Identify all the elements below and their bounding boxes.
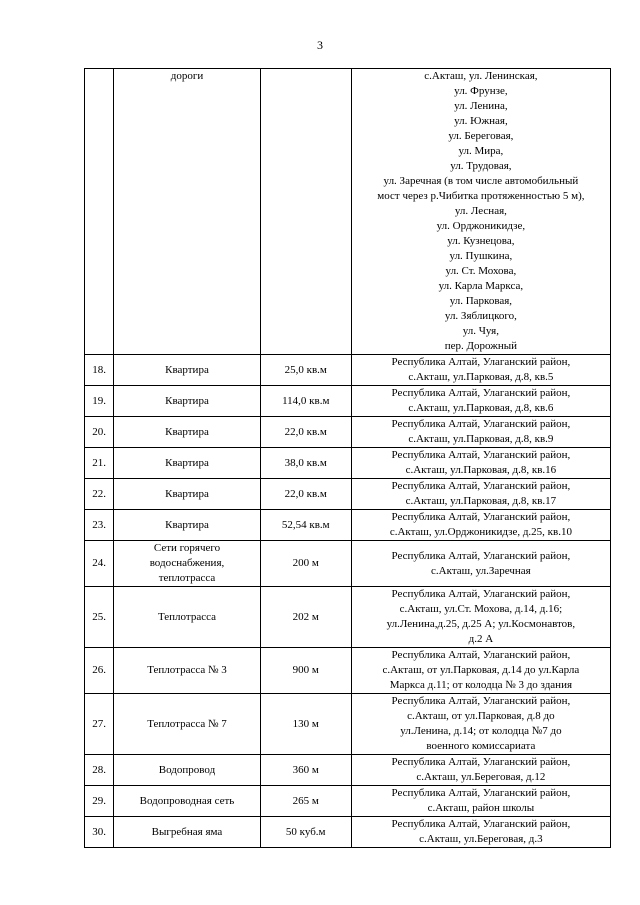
- address-line: с.Акташ, от ул.Парковая, д.14 до ул.Карла: [382, 664, 580, 676]
- object-name: Теплотрасса № 7: [147, 717, 227, 730]
- object-name: Квартира: [165, 363, 209, 376]
- row-number: 21.: [85, 448, 114, 479]
- address-line: ул. Ленина,: [454, 100, 508, 112]
- address-line: с.Акташ, ул. Ленинская,: [424, 70, 538, 82]
- address-cell: [351, 448, 610, 479]
- address-line: с.Акташ, ул.Заречная: [431, 564, 531, 577]
- object-name: Квартира: [165, 518, 209, 531]
- object-name-cell: [114, 479, 260, 510]
- object-name-cell: [114, 386, 260, 417]
- address-line: Республика Алтай, Улаганский район,: [391, 449, 571, 461]
- address-line: Республика Алтай, Улаганский район,: [391, 588, 571, 600]
- object-name: Выгребная яма: [151, 825, 223, 838]
- address-line: с.Акташ, ул.Парковая, д.8, кв.5: [408, 371, 554, 383]
- row-number: 29.: [85, 786, 114, 817]
- row-number: 18.: [85, 355, 114, 386]
- address-line: с.Акташ, ул.Ст. Мохова, д.14, д.16;: [399, 603, 563, 615]
- address-cell: [351, 355, 610, 386]
- object-name: Квартира: [165, 487, 209, 500]
- address-line: ул.Ленина,д.25, д.25 А; ул.Космонавтов,: [386, 618, 576, 630]
- address-line: ул. Ст. Мохова,: [445, 265, 517, 277]
- address-line: Республика Алтай, Улаганский район,: [391, 356, 571, 368]
- area-value: 200 м: [260, 541, 351, 587]
- address-line: мост через р.Чибитка протяженностью 5 м),: [377, 190, 585, 202]
- row-number: 28.: [85, 755, 114, 786]
- table-row: [85, 817, 611, 848]
- object-name-cell: [114, 355, 260, 386]
- table-row: [85, 448, 611, 479]
- row-number: 26.: [85, 648, 114, 694]
- object-name: водоснабжения,: [149, 557, 225, 569]
- object-name-cell: [114, 417, 260, 448]
- object-name-cell: [114, 448, 260, 479]
- address-line: ул. Кузнецова,: [447, 235, 515, 247]
- address-line: Республика Алтай, Улаганский район,: [391, 418, 571, 430]
- object-name: Водопровод: [158, 763, 216, 776]
- address-cell: [351, 587, 610, 648]
- address-line: Республика Алтай, Улаганский район,: [391, 480, 571, 492]
- area-value: 202 м: [260, 587, 351, 648]
- object-name-cell: [114, 541, 260, 587]
- address-cell: [351, 755, 610, 786]
- address-line: с.Акташ, ул.Береговая, д.12: [416, 771, 546, 783]
- table-row: [85, 355, 611, 386]
- address-cell: [351, 786, 610, 817]
- table-row: [85, 786, 611, 817]
- object-name-cell: [114, 587, 260, 648]
- table-row: [85, 755, 611, 786]
- address-line: ул. Чуя,: [462, 325, 499, 337]
- object-name-cell: [114, 694, 260, 755]
- address-line: ул. Заречная (в том числе автомобильный: [383, 175, 579, 187]
- address-line: с.Акташ, ул.Парковая, д.8, кв.16: [405, 464, 557, 476]
- address-line: с.Акташ, от ул.Парковая, д.8 до: [407, 710, 555, 722]
- table-row: [85, 648, 611, 694]
- address-line: Республика Алтай, Улаганский район,: [391, 511, 571, 523]
- area-cell: [260, 69, 351, 355]
- address-line: ул. Зяблицкого,: [444, 310, 517, 322]
- address-line: ул. Карла Маркса,: [438, 280, 524, 292]
- row-number: 24.: [85, 541, 114, 587]
- address-line: с.Акташ, ул.Орджоникидзе, д.25, кв.10: [389, 526, 572, 538]
- address-line: военного комиссариата: [426, 740, 536, 752]
- address-cell: [351, 417, 610, 448]
- row-number: 30.: [85, 817, 114, 848]
- address-line: ул. Береговая,: [448, 130, 514, 142]
- address-line: Республика Алтай, Улаганский район,: [391, 649, 571, 661]
- area-value: 114,0 кв.м: [260, 386, 351, 417]
- address-line: пер. Дорожный: [444, 340, 518, 352]
- object-name: Теплотрасса № 3: [147, 664, 227, 676]
- address-line: ул. Орджоникидзе,: [436, 220, 526, 232]
- object-name: Сети горячего: [153, 542, 221, 554]
- row-number: 27.: [85, 694, 114, 755]
- row-number: 23.: [85, 510, 114, 541]
- table-row: [85, 694, 611, 755]
- object-name-cell: [114, 510, 260, 541]
- address-cell: [351, 479, 610, 510]
- object-name: дороги: [170, 70, 204, 82]
- area-value: 900 м: [260, 648, 351, 694]
- address-line: с.Акташ, ул.Парковая, д.8, кв.9: [408, 433, 554, 445]
- object-name-cell: [114, 786, 260, 817]
- address-cell: [351, 648, 610, 694]
- area-value: 52,54 кв.м: [260, 510, 351, 541]
- address-line: с.Акташ, ул.Береговая, д.3: [419, 833, 543, 845]
- area-value: 25,0 кв.м: [260, 355, 351, 386]
- object-name: Водопроводная сеть: [139, 794, 235, 807]
- object-name: теплотрасса: [158, 572, 216, 584]
- area-value: 50 куб.м: [260, 817, 351, 848]
- object-name: Квартира: [165, 394, 209, 407]
- address-line: Маркса д.11; от колодца № 3 до здания: [389, 679, 573, 691]
- row-number: 19.: [85, 386, 114, 417]
- object-name: Теплотрасса: [157, 610, 216, 623]
- address-cell: [351, 817, 610, 848]
- address-line: Республика Алтай, Улаганский район,: [391, 756, 571, 768]
- row-number: 25.: [85, 587, 114, 648]
- area-value: 130 м: [260, 694, 351, 755]
- property-table: [84, 68, 611, 848]
- object-name-cell: [114, 755, 260, 786]
- area-value: 22,0 кв.м: [260, 417, 351, 448]
- address-line: ул. Трудовая,: [450, 160, 512, 172]
- address-line: Республика Алтай, Улаганский район,: [391, 818, 571, 830]
- address-line: ул. Лесная,: [454, 205, 507, 217]
- address-line: с.Акташ, район школы: [427, 802, 535, 814]
- address-cell: [351, 386, 610, 417]
- object-name-cell: [114, 648, 260, 694]
- area-value: 265 м: [260, 786, 351, 817]
- area-value: 22,0 кв.м: [260, 479, 351, 510]
- address-line: с.Акташ, ул.Парковая, д.8, кв.17: [405, 495, 557, 507]
- address-line: ул. Фрунзе,: [454, 85, 508, 97]
- address-line: д.2 А: [468, 633, 494, 645]
- address-line: с.Акташ, ул.Парковая, д.8, кв.6: [408, 402, 554, 414]
- address-cell: [351, 69, 610, 355]
- row-number: 22.: [85, 479, 114, 510]
- area-value: 38,0 кв.м: [260, 448, 351, 479]
- address-cell: [351, 541, 610, 587]
- address-line: ул. Парковая,: [449, 295, 513, 307]
- table-row: [85, 587, 611, 648]
- row-number-cell: [85, 69, 114, 355]
- address-line: Республика Алтай, Улаганский район,: [391, 549, 571, 562]
- address-line: ул.Ленина, д.14; от колодца №7 до: [400, 725, 562, 737]
- address-line: Республика Алтай, Улаганский район,: [391, 387, 571, 399]
- address-line: Республика Алтай, Улаганский район,: [391, 695, 571, 707]
- address-cell: [351, 510, 610, 541]
- table-row: [85, 69, 611, 355]
- page-number: 3: [317, 38, 323, 52]
- object-name: Квартира: [165, 456, 209, 469]
- table-row: [85, 479, 611, 510]
- table-row: [85, 510, 611, 541]
- table-row: [85, 386, 611, 417]
- address-line: Республика Алтай, Улаганский район,: [391, 787, 571, 799]
- address-cell: [351, 694, 610, 755]
- area-value: 360 м: [260, 755, 351, 786]
- address-line: ул. Пушкина,: [449, 250, 513, 262]
- table-row: [85, 417, 611, 448]
- table-row: [85, 541, 611, 587]
- object-name-cell: [114, 69, 260, 355]
- object-name-cell: [114, 817, 260, 848]
- object-name: Квартира: [165, 425, 209, 438]
- row-number: 20.: [85, 417, 114, 448]
- address-line: ул. Мира,: [458, 145, 504, 157]
- address-line: ул. Южная,: [454, 115, 508, 127]
